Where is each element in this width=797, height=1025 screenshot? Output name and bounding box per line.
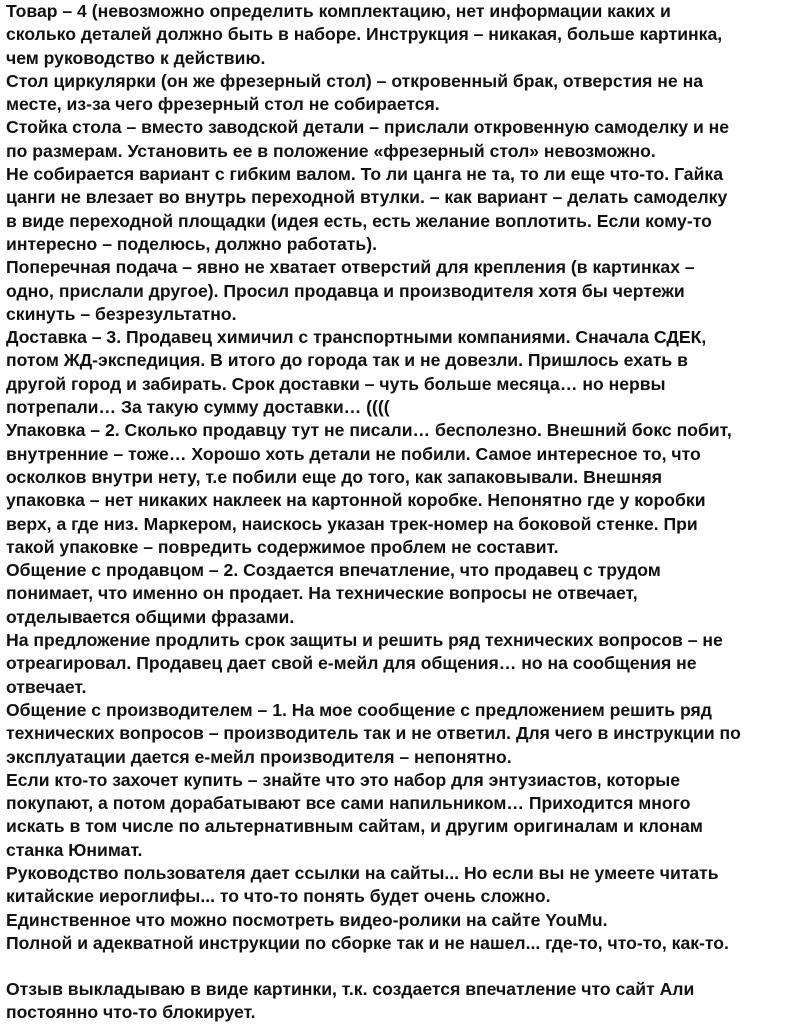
text-line: Стойка стола – вместо заводской детали – прислали откровенную самоделку и не [6,117,730,138]
text-line: упаковка – нет никаких наклеек на картонной коробке. Непонятно где у коробки [6,490,706,511]
text-line: такой упаковке – повредить содержимое проблем не составит. [6,536,559,557]
review-paragraph [6,862,797,909]
review-paragraph [6,326,797,419]
review-paragraph [6,419,797,559]
review-paragraph [6,769,797,862]
text-line: отделывается общими фразами. [6,606,295,627]
text-line: Товар – 4 (невозможно определить комплектацию, нет информации каких и [6,1,671,21]
text-line: Доставка – 3. Продавец химичил с транспортными компаниями. Сначала СДЕК, [6,327,707,348]
review-paragraph [6,116,797,163]
text-line: интересно – поделюсь, должно работать). [6,233,377,254]
text-line: На предложение продлить срок защиты и решить ряд технических вопросов – не [6,630,723,651]
closing-note [6,978,797,1025]
review-paragraph [6,699,797,769]
text-line: потрепали… За такую сумму доставки… (((( [6,397,390,418]
text-line: искать в том числе по альтернативным сайтам, и другим оригиналам и клонам [6,816,703,837]
text-line: эксплуатации дается е-мейл производителя – непонятно. [6,746,512,767]
text-line: китайские иероглифы... то что-то понять будет очень сложно. [6,886,551,907]
text-line: Поперечная подача – явно не хватает отверстий для крепления (в картинках – [6,257,695,278]
review-paragraph [6,256,797,326]
closing-paragraph [6,978,797,1025]
text-line: в виде переходной площадки (идея есть, есть желание воплотить. Если кому-то [6,210,712,231]
text-line: месте, из-за чего фрезерный стол не собирается. [6,94,440,115]
text-line: осколков внутри нету, т.е побили еще до того, как запаковывали. Внешняя [6,466,663,487]
review-paragraph [6,932,797,955]
text-line: потом ЖД-экспедиция. В итого до города так и не довезли. Пришлось ехать в [6,350,688,371]
text-line: чем руководство к действию. [6,47,266,68]
text-line: Не собирается вариант с гибким валом. То ли цанга не та, то ли еще что-то. Гайка [6,164,723,185]
text-line: одно, прислали другое). Просил продавца и производителя хотя бы чертежи [6,280,685,301]
text-line: другой город и забирать. Срок доставки – чуть больше месяца… но нервы [6,373,666,394]
text-line: покупают, а потом дорабатывают все сами напильником… Приходится много [6,793,691,814]
text-line: внутренние – тоже… Хорошо хоть детали не побили. Самое интересное то, что [6,443,701,464]
text-line: отвечает. [6,676,87,697]
text-line: постоянно что-то блокирует. [6,1002,256,1023]
text-line: Руководство пользователя дает ссылки на сайты... Но если вы не умеете читать [6,862,719,883]
text-line: Полной и адекватной инструкции по сборке так и не нашел... где-то, что-то, как-то. [6,932,729,953]
review-paragraph [6,909,797,932]
text-line: отреагировал. Продавец дает свой е-мейл для общения… но на сообщения не [6,653,697,674]
text-line: Упаковка – 2. Сколько продавцу тут не писали… бесполезно. Внешний бокс побит, [6,420,732,441]
review-paragraph [6,629,797,699]
review-body [6,0,797,955]
text-line: по размерам. Установить ее в положение «фрезерный стол» невозможно. [6,140,656,161]
text-line: сколько деталей должно быть в наборе. Инструкция – никакая, больше картинка, [6,24,723,45]
text-line: Общение с производителем – 1. На мое сообщение с предложением решить ряд [6,699,712,720]
paragraph-gap [6,955,797,978]
text-line: технических вопросов – производитель так и не ответил. Для чего в инструкции по [6,723,741,744]
review-paragraph [6,0,797,70]
text-line: Если кто-то захочет купить – знайте что это набор для энтузиастов, которые [6,769,680,790]
text-line: Единственное что можно посмотреть видео-ролики на сайте YouMu. [6,909,608,930]
text-line: цанги не влезает во внутрь переходной втулки. – как вариант – делать самоделку [6,187,728,208]
text-line: Отзыв выкладываю в виде картинки, т.к. создается впечатление что сайт Али [6,979,695,1000]
text-line: верх, а где низ. Маркером, наискось указан трек-номер на боковой стенке. При [6,513,698,534]
text-line: скинуть – безрезультатно. [6,303,237,324]
text-line: станка Юнимат. [6,839,143,860]
text-line: понимает, что именно он продает. На технические вопросы не отвечает, [6,583,638,604]
review-paragraph [6,559,797,629]
review-paragraph [6,163,797,256]
text-line: Стол циркулярки (он же фрезерный стол) – откровенный брак, отверстия не на [6,70,704,91]
review-paragraph [6,70,797,117]
text-line: Общение с продавцом – 2. Создается впечатление, что продавец с трудом [6,560,661,581]
